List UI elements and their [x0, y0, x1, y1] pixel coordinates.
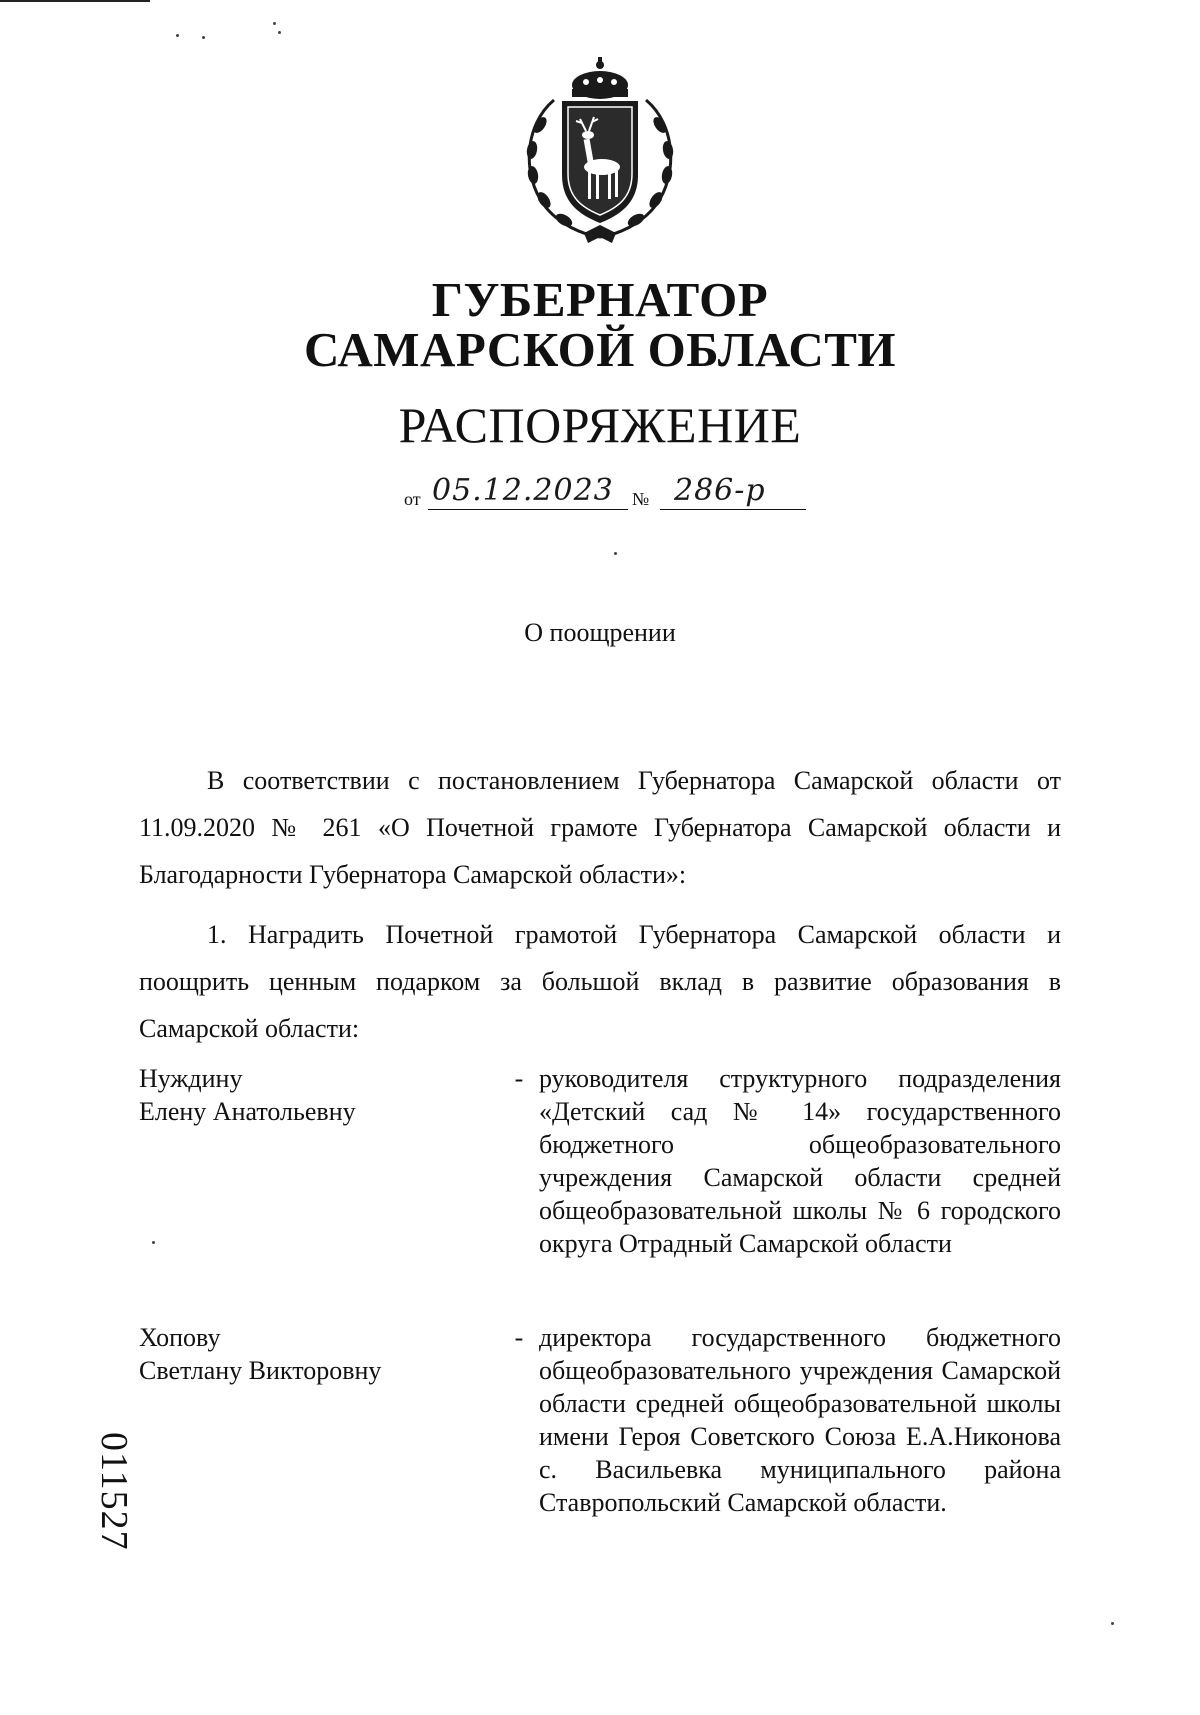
scan-speck: [1111, 1622, 1114, 1625]
institution-title-line2: САМАРСКОЙ ОБЛАСТИ: [303, 322, 897, 377]
date-label: от: [404, 489, 421, 509]
institution-title-line1: ГУБЕРНАТОР: [431, 272, 769, 327]
awardee-given-names: Елену Анатольевну: [139, 1097, 356, 1126]
awardee-name: [139, 1321, 489, 1387]
scan-speck: [614, 552, 617, 555]
scan-speck: [273, 22, 276, 25]
date-underline: [428, 509, 628, 510]
date-number-line: [404, 473, 804, 516]
document-type-title: РАСПОРЯЖЕНИЕ: [398, 397, 802, 453]
awardee-description: руководителя структурного подразделения «Детский сад № 14» государственного бюджетного общеобразовательного учреждения Самарской области средней общеобразовательной школы № 6 городского округа Отрадный Самарской области: [539, 1064, 1061, 1258]
awardee-name: [139, 1062, 489, 1128]
preamble-text: В соответствии с постановлением Губернатора Самарской области от 11.09.2020 № 261 «О Почетной грамоте Губернатора Самарской области и Благодарности Губернатора Самарской области»:: [139, 766, 1061, 889]
document-subject: О поощрении: [524, 618, 676, 647]
number-label: №: [632, 489, 650, 509]
awardee-entry: [139, 1062, 1061, 1292]
scan-speck: [202, 36, 205, 39]
date-value: 05.12.2023: [432, 473, 614, 508]
awardee-description: директора государственного бюджетного общеобразовательного учреждения Самарской области средней общеобразовательной школы имени Героя Советского Союза Е.А.Никонова с. Васильевка муниципального района Ставропольский Самарской области.: [539, 1323, 1061, 1517]
item-1-text: 1. Наградить Почетной грамотой Губернатора Самарской области и поощрить ценным подарком за большой вклад в развитие образования в Самарской области:: [139, 920, 1061, 1043]
awardee-given-names: Светлану Викторовну: [139, 1356, 382, 1385]
awardee-dash: -: [514, 1064, 524, 1093]
item-1-paragraph: [139, 911, 1061, 1052]
coat-of-arms-emblem: [514, 55, 686, 245]
number-underline: [660, 509, 806, 510]
top-edge-rule: [0, 0, 150, 2]
serial-number: 011527: [93, 1432, 135, 1551]
serial-number-box: [92, 1432, 142, 1592]
awardee-surname: Хопову: [139, 1323, 221, 1352]
awardee-dash: -: [514, 1323, 524, 1352]
scan-speck: [176, 34, 179, 37]
number-value: 286-р: [674, 473, 766, 508]
preamble-paragraph: [139, 757, 1061, 898]
scan-speck: [278, 31, 281, 34]
awardee-surname: Нуждину: [139, 1064, 243, 1093]
awardee-entry: [139, 1321, 1061, 1591]
